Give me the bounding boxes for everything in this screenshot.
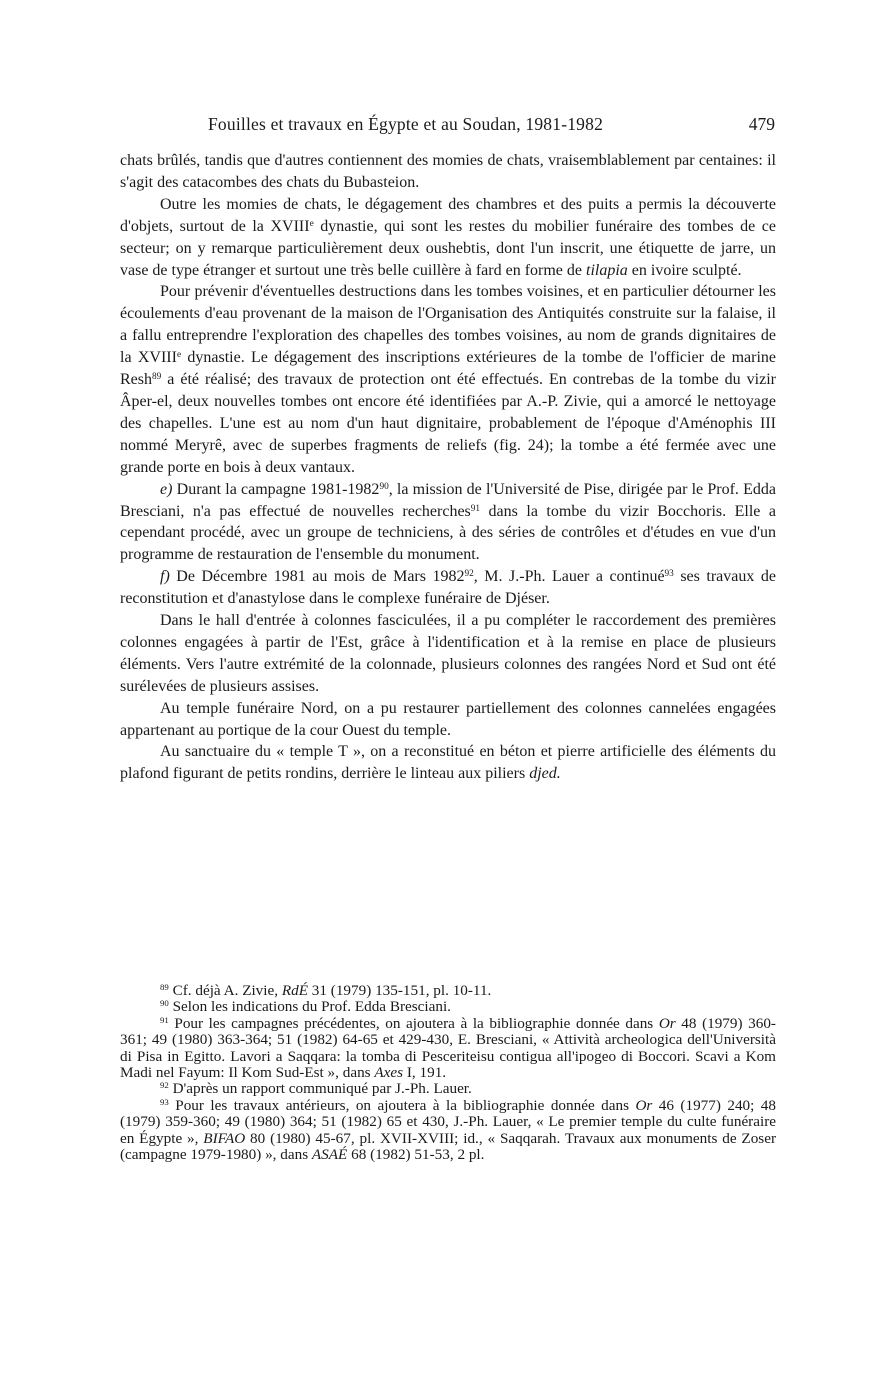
- italic-term: tilapia: [586, 261, 628, 279]
- footnote-ref-92[interactable]: 92: [464, 569, 474, 580]
- paragraph-7: Au temple funéraire Nord, on a pu restaurer partiellement des colonnes cannelées engagées appartenant au portique de la cour Ouest du temple.: [120, 699, 776, 739]
- footnote-93: $^{93}$ Pour les travaux antérieurs, on ajoutera à la bibliographie donnée dans Or 46 (1977) 240; 48 (1979) 359-360; 49 (1980) 364; 51 (1982) 65 et 430, J.-Ph. Lauer, « Le premier temple du culte funéraire en Égypte », BIFAO 80 (1980) 45-67, pl. XVII-XVIII; id., « Saqqarah. Travaux aux monuments de Zoser (campagne 1979-1980) », dans ASAÉ 68 (1982) 51-53, 2 pl.: [120, 1096, 776, 1164]
- paragraph-6: Dans le hall d'entrée à colonnes fasciculées, il a pu compléter le raccordement des premières colonnes engagées à partir de l'Est, grâce à l'identification et à la remise en place de plusieurs éléments. Vers l'autre extrémité de la colonnade, plusieurs colonnes des rangées Nord et Sud ont été surélevées de plusieurs assises.: [120, 612, 776, 695]
- paragraph-4: e) Durant la campagne 1981-1982$^{90}$, la mission de l'Université de Pise, dirigée par le Prof. Edda Bresciani, n'a pas effectué de nouvelles recherches$^{91}$ dans la tombe du vizir Bocchoris. Elle a cependant procédé, avec un groupe de techniciens, à des séries de contrôles et d'études en vue d'un programme de restauration de l'ensemble du monument.: [120, 480, 777, 564]
- superscript: e: [309, 218, 314, 229]
- paragraph-8: Au sanctuaire du « temple T », on a reconstitué en béton et pierre artificielle des éléments du plafond figurant de petits rondins, derrière le linteau aux piliers djed.: [120, 743, 776, 783]
- footnote-number: 92: [160, 1080, 169, 1091]
- footnote-number: 89: [160, 982, 169, 993]
- paragraph-5: f) De Décembre 1981 au mois de Mars 1982$^{92}$, M. J.-Ph. Lauer a continué$^{93}$ ses travaux de reconstitution et d'anastylose dans le complexe funéraire de Djéser.: [120, 568, 776, 608]
- enumeration-label: f): [160, 568, 170, 586]
- paragraph-3: Pour prévenir d'éventuelles destructions dans les tombes voisines, et en particulier détourner les écoulements d'eau provenant de la maison de l'Organisation des Antiquités construite sur la falaise, il a fallu entreprendre l'exploration des chapelles des tombes voisines, au nom de grands dignitaires de la XVIIIe dynastie. Le dégagement des inscriptions extérieures de la tombe de l'officier de marine Resh$^{89}$ a été réalisé; des travaux de protection ont été effectués. En contrebas de la tombe du vizir Âper-el, deux nouvelles tombes ont encore été identifiées par A.-P. Zivie, qui a amorcé le nettoyage des chapelles. L'une est au nom d'un haut dignitaire, probablement de l'époque d'Aménophis III nommé Meryrê, avec de superbes fragments de reliefs (fig. 24); la tombe a été fermée avec une grande porte en bois à deux vantaux.: [120, 283, 777, 476]
- footnote-ref-91[interactable]: 91: [470, 503, 481, 514]
- enumeration-label: e): [160, 480, 173, 498]
- footnote-ref-89[interactable]: 89: [152, 371, 162, 382]
- running-title: Fouilles et travaux en Égypte et au Soudan, 1981-1982: [208, 114, 604, 134]
- footnote-ref-93[interactable]: 93: [664, 569, 674, 580]
- footnote-90: $^{90}$ Selon les indications du Prof. Edda Bresciani.: [160, 998, 451, 1016]
- page-number: 479: [748, 114, 775, 134]
- footnotes: [120, 983, 776, 1163]
- main-text: [120, 150, 776, 785]
- footnote-91: $^{91}$ Pour les campagnes précédentes, on ajoutera à la bibliographie donnée dans Or 48 (1979) 360-361; 49 (1980) 363-364; 51 (1982) 64-65 et 429-430, E. Bresciani, « Attività archeologica dell'Università di Pisa in Egitto. Lavori a Saqqara: la tomba di Pesceriteisu contigua all'ipogeo di Boccori. Scavi a Kom Madi nel Fayum: Il Kom Sud-Est », dans Axes I, 191.: [120, 1014, 776, 1082]
- footnote-92: $^{92}$ D'après un rapport communiqué par J.-Ph. Lauer.: [160, 1080, 472, 1098]
- footnote-number: 91: [160, 1014, 169, 1025]
- footnote-89: $^{89}$ Cf. déjà A. Zivie, RdÉ 31 (1979) 135-151, pl. 10-11.: [160, 982, 492, 999]
- footnote-number: 93: [160, 1097, 169, 1107]
- italic-term: djed.: [529, 765, 561, 783]
- paragraph-2: Outre les momies de chats, le dégagement des chambres et des puits a permis la découverte d'objets, surtout de la XVIIIe dynastie, qui sont les restes du mobilier funéraire des tombes de ce secteur; on y remarque particulièrement deux oushebtis, dont l'un inscrit, une étiquette de jarre, un vase de type étranger et surtout une très belle cuillère à fard en forme de tilapia en ivoire sculpté.: [120, 195, 776, 279]
- footnote-ref-90[interactable]: 90: [379, 481, 389, 492]
- footnote-number: 90: [160, 998, 169, 1009]
- running-header: [120, 114, 775, 138]
- superscript: e: [176, 350, 182, 361]
- paragraph-1: chats brûlés, tandis que d'autres contiennent des momies de chats, vraisemblablement par centaines: il s'agit des catacombes des chats du Bubasteion.: [120, 152, 776, 191]
